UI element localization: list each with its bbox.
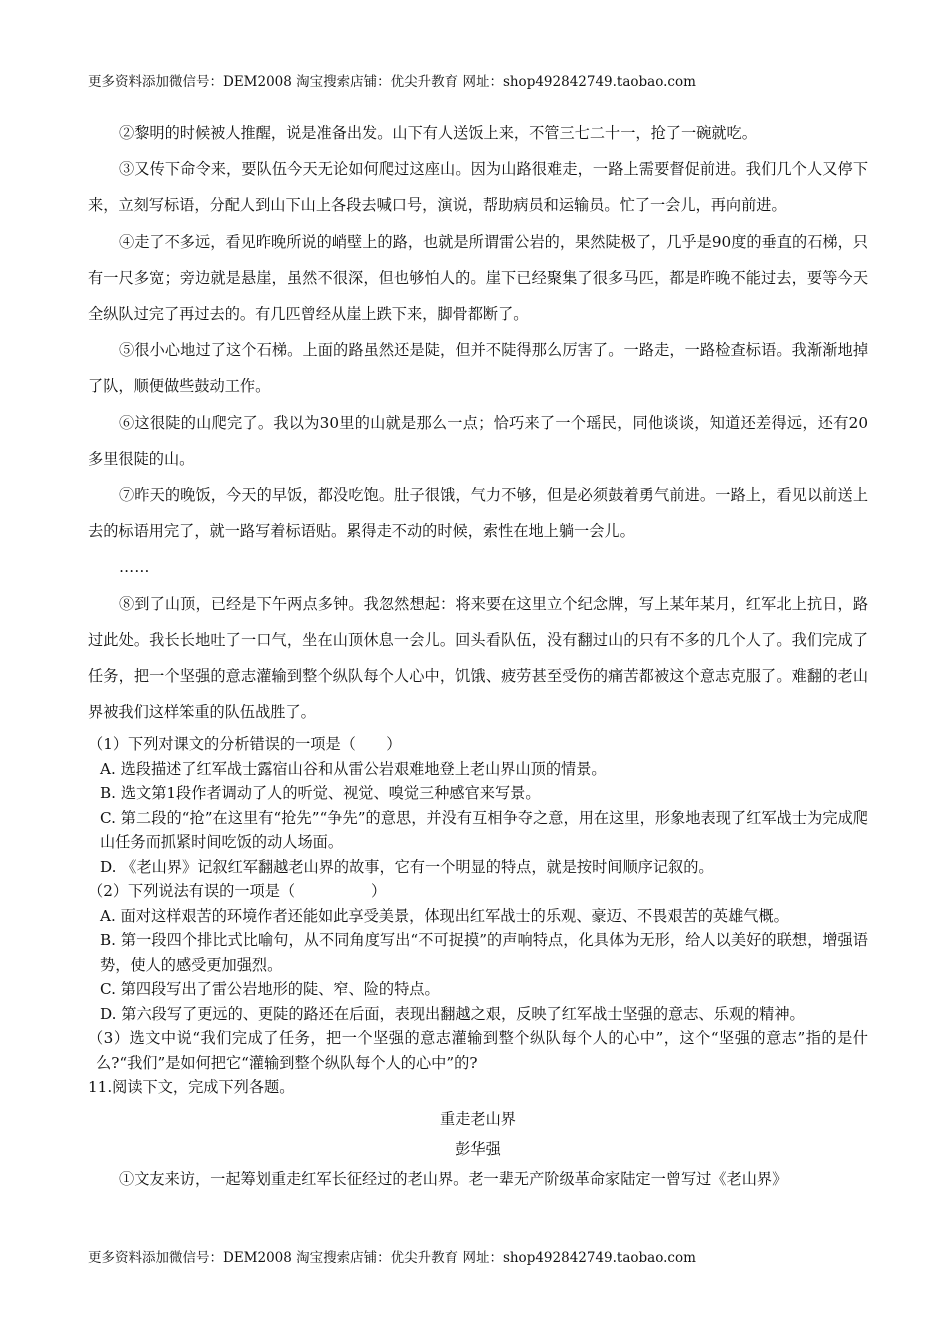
paragraph-8: ⑧到了山顶，已经是下午两点多钟。我忽然想起：将来要在这里立个纪念牌，写上某年某月，红军北上抗日，路过此处。我长长地吐了一口气，坐在山顶休息一会儿。回头看队伍，没有翻过山的只有不多的几个人了。我们完成了任务，把一个坚强的意志灌输到整个纵队每个人心中，饥饿、疲劳甚至受伤的痛苦都被这个意志克服了。难翻的老山界被我们这样笨重的队伍战胜了。 xyxy=(88,594,868,722)
paragraph-6: ⑥这很陡的山爬完了。我以为30里的山就是那么一点；恰巧来了一个瑶民，同他谈谈，知道还差得远，还有20多里很陡的山。 xyxy=(88,413,868,468)
question-1 xyxy=(88,732,868,879)
question-3: （3）选文中说“我们完成了任务，把一个坚强的意志灌输到整个纵队每个人的心中”，这个“坚强的意志”指的是什么?“我们”是如何把它“灌输到整个纵队每个人的心中”的? xyxy=(88,1029,868,1072)
question-1-stem: （1）下列对课文的分析错误的一项是（ ） xyxy=(88,735,402,754)
page-header: 更多资料添加微信号：DEM2008 淘宝搜索店铺：优尖升教育 网址：shop492842749.taobao.com xyxy=(88,74,696,90)
paragraph-3: ③又传下命令来，要队伍今天无论如何爬过这座山。因为山路很难走，一路上需要督促前进。我们几个人又停下来，立刻写标语，分配人到山下山上各段去喊口号，演说，帮助病员和运输员。忙了一会儿，再向前进。 xyxy=(88,160,868,215)
article-author: 彭华强 xyxy=(455,1139,501,1158)
question-2-option-b: B. 第一段四个排比式比喻句，从不同角度写出“不可捉摸”的声响特点，化具体为无形，给人以美好的联想，增强语势，使人的感受更加强烈。 xyxy=(100,931,868,974)
paragraph-7: ⑦昨天的晚饭，今天的早饭，都没吃饱。肚子很饿，气力不够，但是必须鼓着勇气前进。一路上，看见以前送上去的标语用完了，就一路写着标语贴。累得走不动的时候，索性在地上躺一会儿。 xyxy=(88,486,868,541)
question-1-option-c: C. 第二段的“抢”在这里有“抢先”“争先”的意思，并没有互相争夺之意，用在这里，形象地表现了红军战士为完成爬山任务而抓紧时间吃饭的动人场面。 xyxy=(100,808,868,852)
paragraph-4: ④走了不多远，看见昨晚所说的峭壁上的路，也就是所谓雷公岩的，果然陡极了，几乎是90度的垂直的石梯，只有一尺多宽；旁边就是悬崖，虽然不很深，但也够怕人的。崖下已经聚集了很多马匹，都是昨晚不能过去，要等今天全纵队过完了再过去的。有几匹曾经从崖上跌下来，脚骨都断了。 xyxy=(88,232,868,324)
paragraph-5: ⑤很小心地过了这个石梯。上面的路虽然还是陡，但并不陡得那么厉害了。一路走，一路检查标语。我渐渐地掉了队，顺便做些鼓动工作。 xyxy=(88,341,868,396)
question-11: 11.阅读下文，完成下列各题。 xyxy=(88,1078,295,1097)
question-2-stem: （2）下列说法有误的一项是（ ） xyxy=(88,882,387,901)
question-2-option-d: D. 第六段写了更远的、更陡的路还在后面，表现出翻越之艰，反映了红军战士坚强的意志、乐观的精神。 xyxy=(100,1004,805,1023)
question-1-option-b: B. 选文第1段作者调动了人的听觉、视觉、嗅觉三种感官来写景。 xyxy=(100,784,541,803)
question-2-option-a: A. 面对这样艰苦的环境作者还能如此享受美景，体现出红军战士的乐观、豪迈、不畏艰苦的英雄气概。 xyxy=(100,906,789,925)
question-2-option-c: C. 第四段写出了雷公岩地形的陡、窄、险的特点。 xyxy=(100,980,440,999)
ellipsis: …… xyxy=(119,558,150,577)
article-paragraph-1: ①文友来访，一起筹划重走红军长征经过的老山界。老一辈无产阶级革命家陆定一曾写过《老山界》 xyxy=(119,1169,788,1188)
article-title: 重走老山界 xyxy=(440,1109,516,1128)
question-1-option-d: D. 《老山界》记叙红军翻越老山界的故事，它有一个明显的特点，就是按时间顺序记叙的。 xyxy=(100,857,714,876)
question-2 xyxy=(88,879,868,1026)
document-body xyxy=(88,115,868,1194)
question-1-option-a: A. 选段描述了红军战士露宿山谷和从雷公岩艰难地登上老山界山顶的情景。 xyxy=(100,759,607,778)
page-footer: 更多资料添加微信号：DEM2008 淘宝搜索店铺：优尖升教育 网址：shop492842749.taobao.com xyxy=(88,1250,696,1266)
paragraph-2: ②黎明的时候被人推醒，说是准备出发。山下有人送饭上来，不管三七二十一，抢了一碗就吃。 xyxy=(119,124,757,142)
